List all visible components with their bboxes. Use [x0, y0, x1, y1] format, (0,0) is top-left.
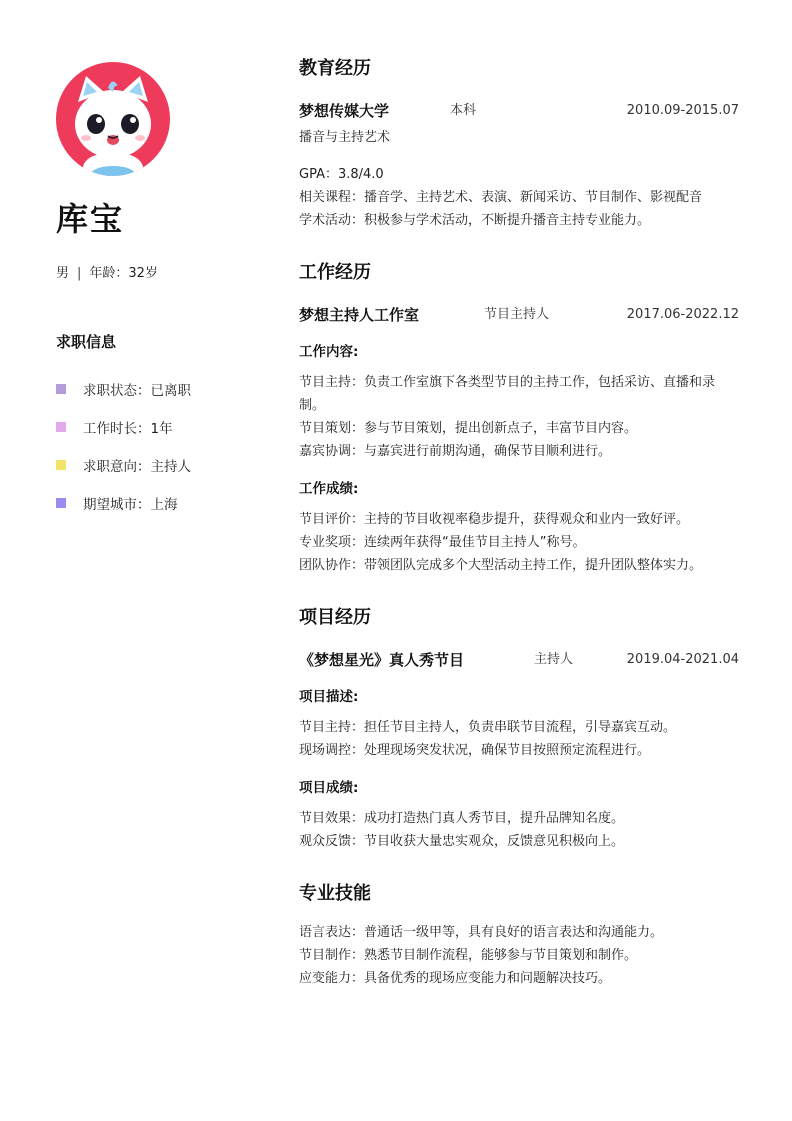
- separator: |: [77, 266, 82, 281]
- list-item: 嘉宾协调：与嘉宾进行前期沟通，确保节目顺利进行。: [299, 444, 612, 459]
- bullet-square-icon: [56, 384, 66, 394]
- education-date: 2010.09-2015.07: [626, 103, 739, 118]
- avatar: [56, 62, 170, 176]
- sidebar: [56, 62, 256, 522]
- list-item: 专业奖项：连续两年获得“最佳节目主持人”称号。: [299, 535, 586, 550]
- list-item: [56, 446, 256, 484]
- job-role: 节目主持人: [484, 307, 550, 322]
- list-item: 节目评价：主持的节目收视率稳步提升，获得观众和业内一致好评。: [299, 512, 690, 527]
- project-title: 项目经历: [299, 607, 371, 628]
- job-info-title: 求职信息: [56, 333, 117, 351]
- project-header: [299, 648, 739, 672]
- list-item: 现场调控：处理现场突发状况，确保节目按照预定流程进行。: [299, 743, 651, 758]
- work-title: 工作经历: [299, 262, 371, 283]
- list-item: [56, 484, 256, 522]
- work-duration: 工作时长：1年: [83, 421, 173, 437]
- courses: 相关课程：播音学、主持艺术、表演、新闻采访、节目制作、影视配音: [299, 190, 703, 205]
- list-item: 节目效果：成功打造热门真人秀节目，提升品牌知名度。: [299, 811, 625, 826]
- list-item: 节目主持：负责工作室旗下各类型节目的主持工作，包括采访、直播和录制。: [299, 375, 716, 413]
- project-desc-title: 项目描述:: [299, 689, 359, 705]
- main-content: [299, 56, 739, 990]
- list-item: 应变能力：具备优秀的现场应变能力和问题解决技巧。: [299, 971, 612, 986]
- company-name: 梦想主持人工作室: [299, 306, 420, 324]
- job-status: 求职状态：已离职: [83, 383, 191, 399]
- project-result-title: 项目成绩:: [299, 780, 359, 796]
- skills-title: 专业技能: [299, 883, 371, 904]
- candidate-name: 库宝: [56, 200, 125, 238]
- school-name: 梦想传媒大学: [299, 102, 390, 120]
- project-role: 主持人: [534, 652, 574, 667]
- cat-mascot-icon: [56, 62, 170, 176]
- gender: 男: [56, 266, 70, 281]
- list-item: 节目制作：熟悉节目制作流程，能够参与节目策划和制作。: [299, 948, 638, 963]
- job-info-list: [56, 370, 256, 522]
- list-item: 节目策划：参与节目策划，提出创新点子，丰富节目内容。: [299, 421, 638, 436]
- bullet-square-icon: [56, 422, 66, 432]
- major: 播音与主持艺术: [299, 130, 391, 145]
- bullet-square-icon: [56, 460, 66, 470]
- work-achievement-title: 工作成绩:: [299, 481, 359, 497]
- education-header: [299, 99, 739, 123]
- degree: 本科: [450, 103, 477, 118]
- list-item: [56, 370, 256, 408]
- bullet-square-icon: [56, 498, 66, 508]
- project-date: 2019.04-2021.04: [626, 652, 739, 667]
- gpa: GPA：3.8/4.0: [299, 167, 384, 182]
- list-item: 团队协作：带领团队完成多个大型活动主持工作，提升团队整体实力。: [299, 558, 703, 573]
- work-date: 2017.06-2022.12: [626, 307, 739, 322]
- list-item: 节目主持：担任节目主持人，负责串联节目流程，引导嘉宾互动。: [299, 720, 677, 735]
- list-item: [56, 408, 256, 446]
- list-item: 观众反馈：节目收获大量忠实观众，反馈意见积极向上。: [299, 834, 625, 849]
- basic-info: [56, 262, 256, 281]
- job-intention: 求职意向：主持人: [83, 459, 191, 475]
- work-header: [299, 303, 739, 327]
- age: 年龄：32岁: [89, 266, 158, 281]
- project-name: 《梦想星光》真人秀节目: [299, 651, 465, 669]
- expected-city: 期望城市：上海: [83, 497, 178, 513]
- academic-activities: 学术活动：积极参与学术活动，不断提升播音主持专业能力。: [299, 213, 651, 228]
- work-content-title: 工作内容:: [299, 344, 359, 360]
- list-item: 语言表达：普通话一级甲等，具有良好的语言表达和沟通能力。: [299, 925, 664, 940]
- education-title: 教育经历: [299, 58, 371, 79]
